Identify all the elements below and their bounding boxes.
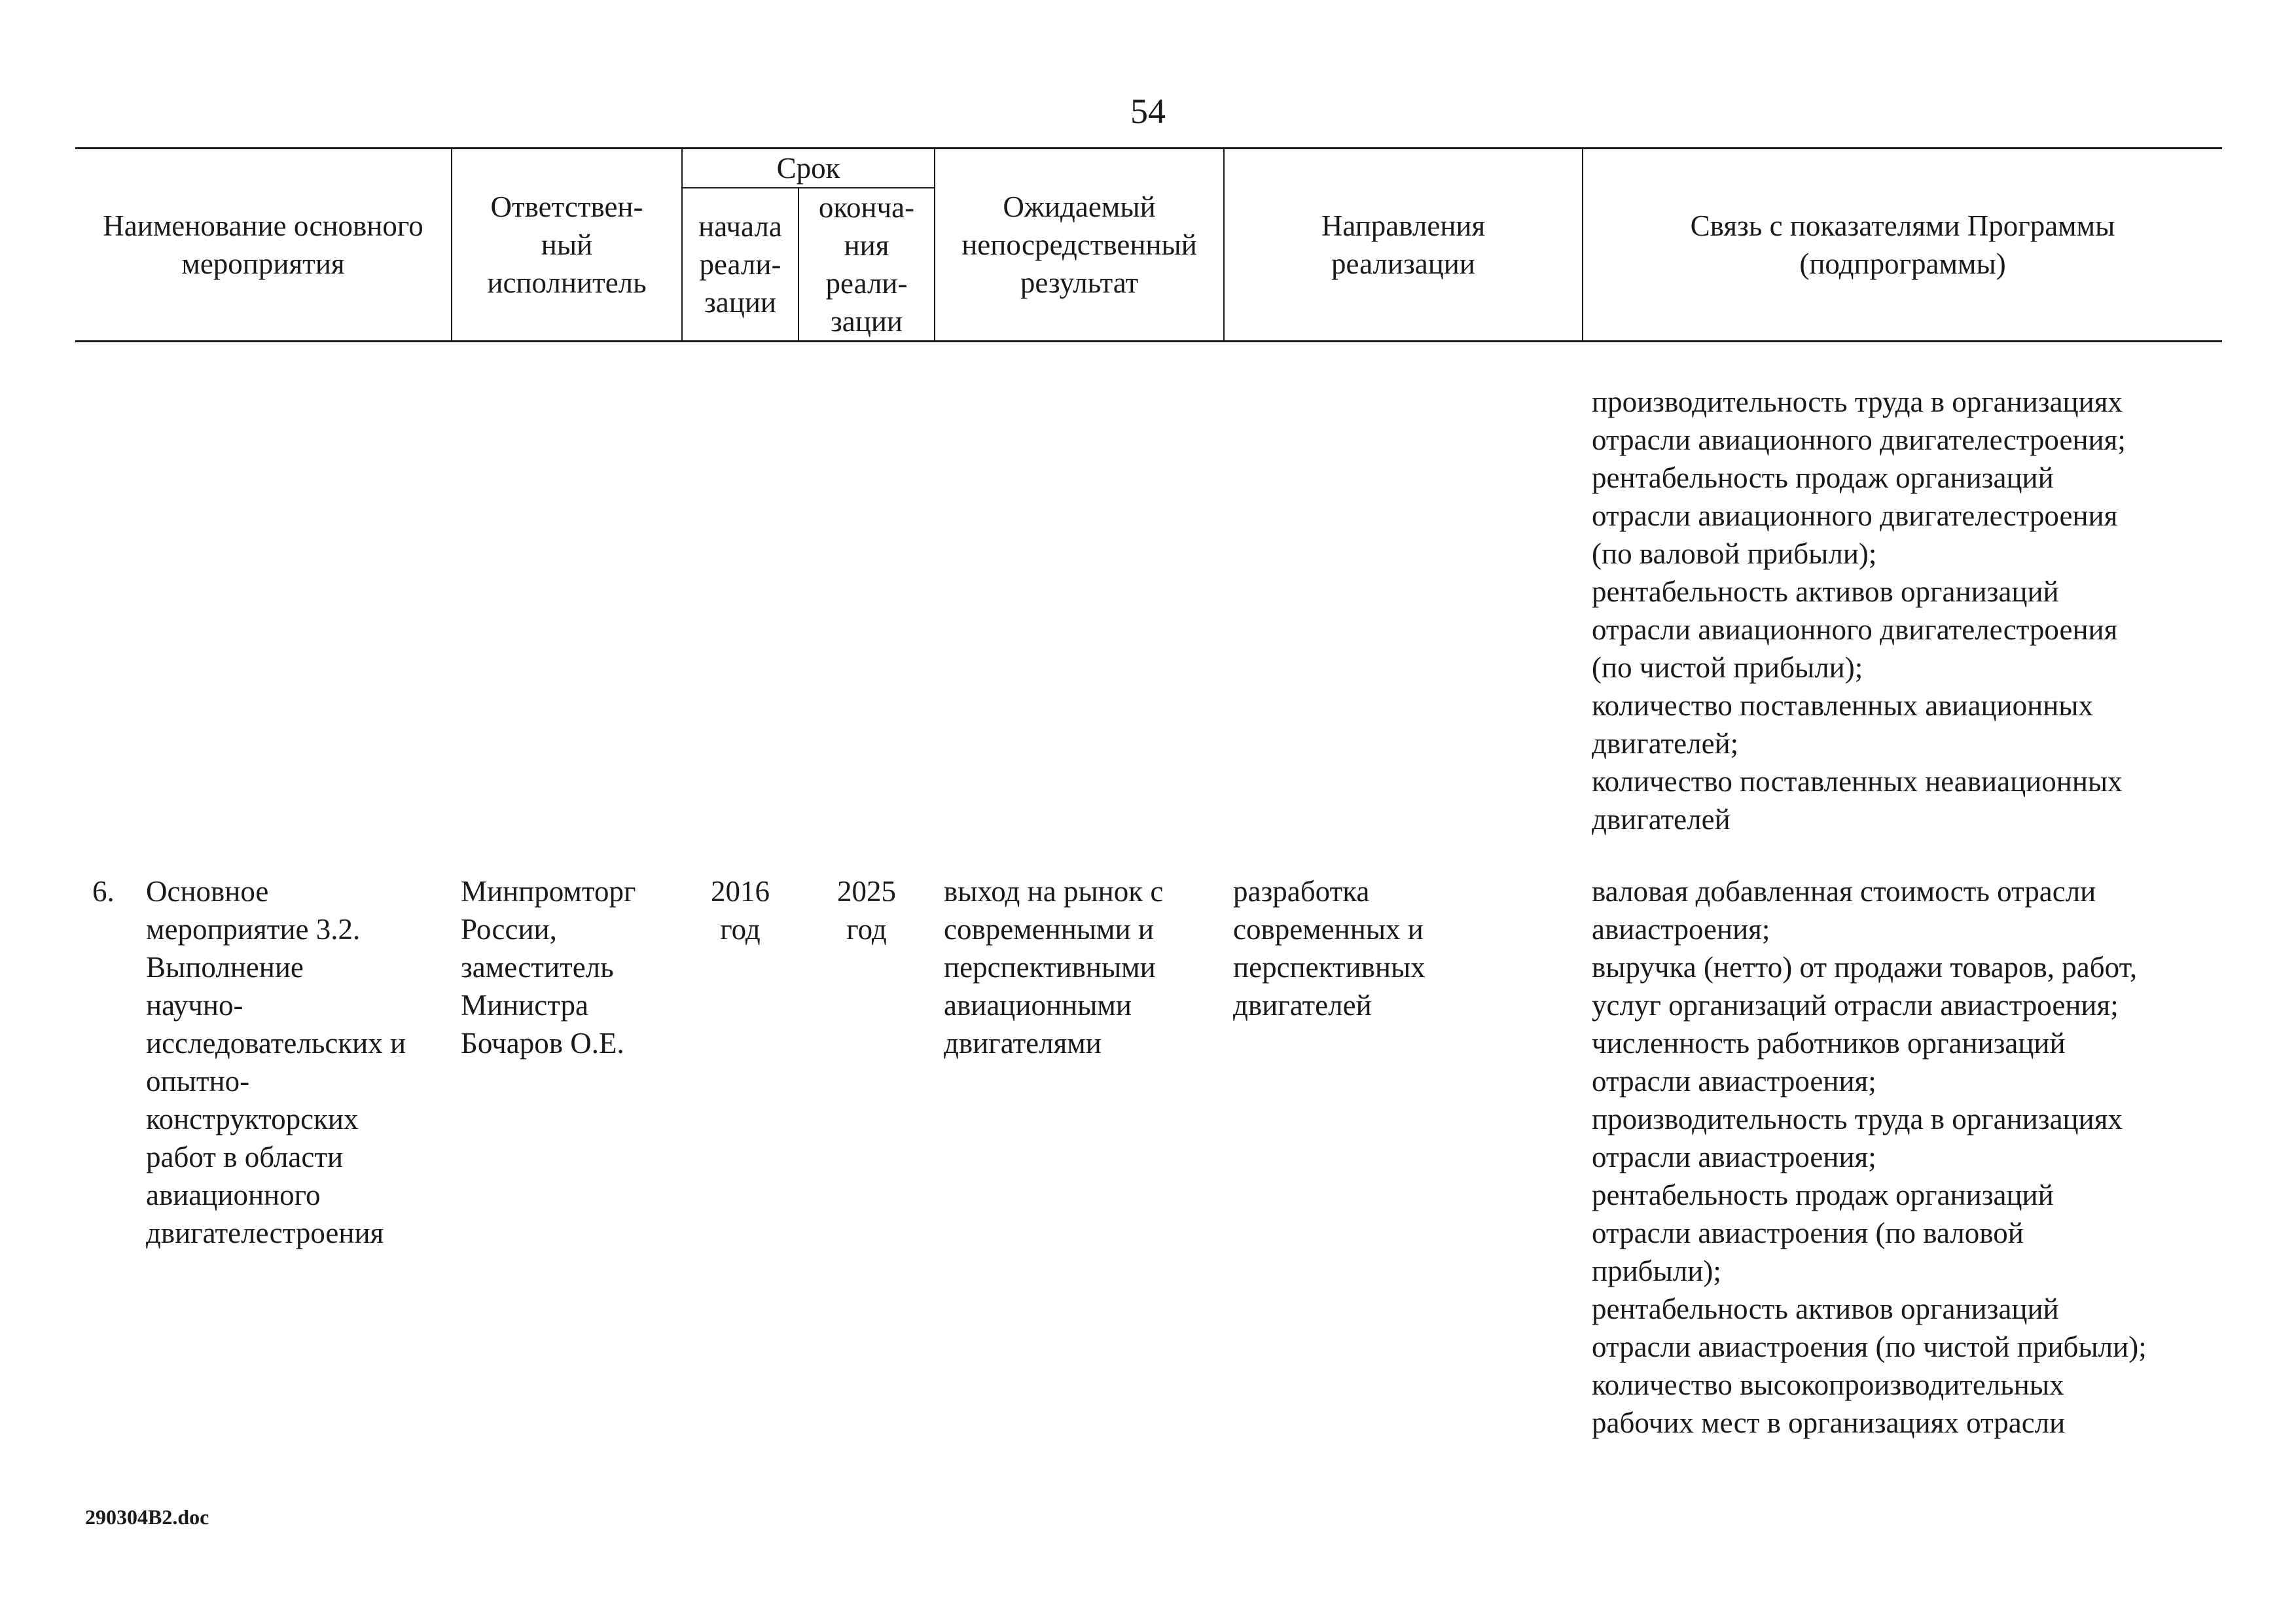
text-line: результат <box>1020 266 1139 299</box>
header-directions <box>1224 149 1583 342</box>
text-line: двигателями <box>944 1027 1102 1060</box>
cont-empty-directions <box>1224 342 1583 873</box>
text-line: (по валовой прибыли); <box>1592 537 1877 570</box>
text-line: зации <box>831 305 903 338</box>
text-line: рентабельность продаж организаций <box>1592 1179 2054 1211</box>
text-line: ный <box>541 228 593 261</box>
text-line: реали- <box>699 248 781 281</box>
page-number: 54 <box>1130 92 1166 131</box>
row-number: 6. <box>92 875 115 908</box>
text-line: ния <box>844 229 889 262</box>
text-line: прибыли); <box>1592 1255 1721 1287</box>
row-indicators <box>1583 872 2222 1442</box>
text-line: перспективных <box>1233 951 1426 984</box>
text-line: двигателестроения <box>146 1217 384 1249</box>
text-line: количество высокопроизводительных <box>1592 1368 2064 1401</box>
row-executor <box>452 872 682 1442</box>
text-line: выручка (нетто) от продажи товаров, работ, <box>1592 951 2138 984</box>
text-line: работ в области <box>146 1141 344 1173</box>
continuation-row <box>75 342 2222 873</box>
text-line: реали- <box>825 267 908 300</box>
file-name: 290304B2.doc <box>85 1505 209 1529</box>
cont-empty-start <box>682 342 798 873</box>
header-indicators <box>1583 149 2222 342</box>
text-line: отрасли авиастроения; <box>1592 1141 1876 1173</box>
text-line: количество поставленных авиационных <box>1592 689 2094 722</box>
text-line: двигателей <box>1592 803 1731 836</box>
header-result <box>935 149 1224 342</box>
text-line: конструкторских <box>146 1103 359 1135</box>
cont-empty-result <box>935 342 1224 873</box>
row-end <box>798 872 935 1442</box>
text-line: реализации <box>1331 247 1475 280</box>
cont-empty-executor <box>452 342 682 873</box>
table-row <box>75 872 2222 1442</box>
text-line: 2025 <box>837 875 896 908</box>
text-line: год <box>846 913 887 946</box>
text-line: Ожидаемый <box>1003 190 1156 223</box>
text-line: перспективными <box>944 951 1156 984</box>
text-line: Связь с показателями Программы <box>1690 209 2115 242</box>
text-line: заместитель <box>461 951 614 984</box>
row-start <box>682 872 798 1442</box>
text-line: отрасли авиастроения (по чистой прибыли); <box>1592 1330 2147 1363</box>
header-end <box>798 188 935 342</box>
text-line: исследовательских и <box>146 1027 406 1060</box>
text-line: валовая добавленная стоимость отрасли <box>1592 875 2096 908</box>
text-line: год <box>720 913 761 946</box>
text-line: оконча- <box>818 191 915 224</box>
text-line: рентабельность активов организаций <box>1592 575 2059 608</box>
text-line: (по чистой прибыли); <box>1592 651 1863 684</box>
text-line: Бочаров О.Е. <box>461 1027 624 1060</box>
text-line: отрасли авиастроения (по валовой <box>1592 1217 2024 1249</box>
text-line: Министра <box>461 989 588 1022</box>
header-executor <box>452 149 682 342</box>
text-line: современных и <box>1233 913 1424 946</box>
row-name-text <box>146 872 442 1252</box>
header-term: Срок <box>682 149 935 188</box>
text-line: рентабельность продаж организаций <box>1592 461 2054 494</box>
text-line: мероприятие 3.2. <box>146 913 361 946</box>
text-line: количество поставленных неавиационных <box>1592 765 2123 798</box>
text-line: (подпрограммы) <box>1799 247 2006 280</box>
text-line: непосредственный <box>961 228 1197 261</box>
text-line: Минпромторг <box>461 875 636 908</box>
text-line: двигателей <box>1233 989 1372 1022</box>
cont-empty-end <box>798 342 935 873</box>
text-line: услуг организаций отрасли авиастроения; <box>1592 989 2119 1022</box>
text-line: выход на рынок с <box>944 875 1164 908</box>
text-line: начала <box>698 210 782 243</box>
cont-empty-name <box>75 342 452 873</box>
text-line: авиастроения; <box>1592 913 1770 946</box>
text-line: двигателей; <box>1592 727 1739 760</box>
text-line: отрасли авиастроения; <box>1592 1065 1876 1097</box>
text-line: рабочих мест в организациях отрасли <box>1592 1406 2066 1439</box>
text-line: научно- <box>146 989 243 1022</box>
text-line: авиационными <box>944 989 1132 1022</box>
text-line: разработка <box>1233 875 1370 908</box>
text-line: Ответствен- <box>490 190 643 223</box>
continuation-indicators <box>1583 342 2222 873</box>
text-line: производительность труда в организациях <box>1592 1103 2123 1135</box>
text-line: Основное <box>146 875 269 908</box>
text-line: численность работников организаций <box>1592 1027 2066 1060</box>
row-directions <box>1224 872 1583 1442</box>
text-line: опытно- <box>146 1065 250 1097</box>
row-name <box>75 872 452 1442</box>
text-line: отрасли авиационного двигателестроения <box>1592 499 2118 532</box>
text-line: 2016 <box>711 875 770 908</box>
text-line: авиационного <box>146 1179 321 1211</box>
text-line: зации <box>704 286 776 319</box>
text-line: отрасли авиационного двигателестроения <box>1592 613 2118 646</box>
row-result <box>935 872 1224 1442</box>
text-line: отрасли авиационного двигателестроения; <box>1592 423 2126 456</box>
text-line: исполнитель <box>487 266 647 299</box>
text-line: рентабельность активов организаций <box>1592 1293 2059 1325</box>
header-start <box>682 188 798 342</box>
measures-table <box>75 147 2222 1442</box>
text-line: современными и <box>944 913 1154 946</box>
text-line: России, <box>461 913 557 946</box>
text-line: Выполнение <box>146 951 304 984</box>
header-name: Наименование основного мероприятия <box>75 149 452 342</box>
text-line: производительность труда в организациях <box>1592 385 2123 418</box>
text-line: Направления <box>1321 209 1486 242</box>
